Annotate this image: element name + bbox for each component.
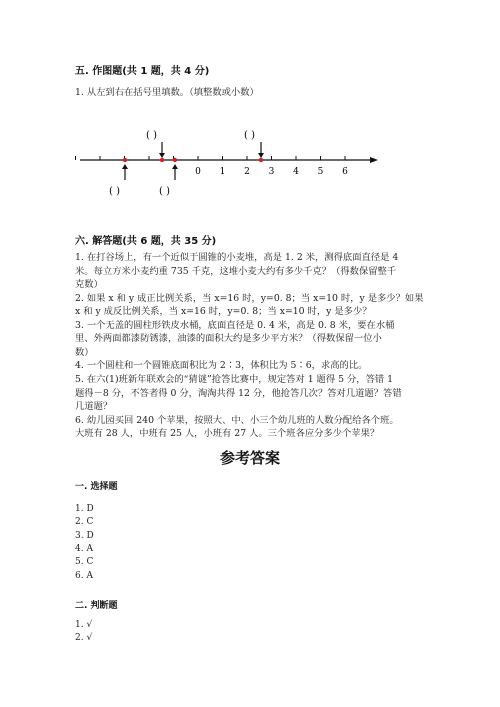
section-heading-solving: 六. 解答题(共 6 题，共 35 分) bbox=[75, 236, 217, 247]
answer-item: 1. D bbox=[75, 504, 94, 514]
problem-text-line: 4. 一个圆柱和一个圆锥底面积比为 2∶3，体积比为 5∶6，求高的比。 bbox=[75, 360, 368, 372]
tick-label: 4 bbox=[293, 167, 299, 177]
bottom-paren-right: ( ) bbox=[159, 186, 170, 197]
section-heading-drawing: 五. 作图题(共 1 题，共 4 分) bbox=[75, 66, 210, 77]
problem-text-line: 里、外两面都漆防锈漆，油漆的面积大约是多少平方米？（得数保留一位小 bbox=[75, 333, 382, 345]
question-text: 1. 从左到右在括号里填数。（填整数或小数） bbox=[75, 87, 259, 98]
red-point-3 bbox=[173, 158, 177, 162]
answer-title: 参考答案 bbox=[219, 449, 280, 467]
number-line-arrowhead bbox=[370, 157, 378, 163]
problem-text-line: 米。每立方米小麦约重 735 千克，这堆小麦大约有多少千克？（得数保留整千 bbox=[75, 265, 397, 277]
tick-label: 3 bbox=[268, 167, 275, 177]
answer-item: 3. D bbox=[75, 530, 94, 541]
problem-text-line: 5. 在六(1)班新年联欢会的“猜谜”抢答比赛中，规定答对 1 题得 5 分，答错 1 bbox=[75, 373, 394, 385]
tick-label: 0 bbox=[195, 167, 201, 177]
problem-text-line: 1. 在打谷场上，有一个近似于圆锥的小麦堆，高是 1. 2 米，测得底面直径是 4 bbox=[75, 252, 399, 263]
bottom-paren-left: ( ) bbox=[109, 186, 120, 197]
tick-label: 6 bbox=[342, 167, 348, 177]
problem-text-line: 大班有 28 人，中班有 25 人，小班有 27 人。三个班各应分多少个苹果？ bbox=[75, 428, 380, 440]
answer-section-choice: 一. 选择题 bbox=[75, 482, 118, 492]
answer-item: 2. C bbox=[75, 517, 94, 528]
top-paren-left: ( ) bbox=[146, 130, 157, 141]
answer-section-judge: 二. 判断题 bbox=[75, 601, 118, 611]
problem-text-line: 数） bbox=[75, 346, 94, 358]
problem-text-line: x 和 y 成反比例关系，当 x=16 时，y=0. 8；当 x=10 时，y 是多少？ bbox=[75, 306, 372, 318]
answer-item: 5. C bbox=[75, 557, 94, 568]
problem-text-line: 克数） bbox=[75, 279, 103, 291]
number-line-figure bbox=[0, 126, 500, 206]
problem-text-line: 2. 如果 x 和 y 成正比例关系，当 x=16 时，y=0. 8；当 x=10 时，y 是多少？如果 bbox=[75, 292, 424, 304]
answer-item: 1. √ bbox=[75, 620, 93, 630]
red-point-1 bbox=[123, 158, 127, 162]
tick-label: 2 bbox=[244, 167, 250, 177]
down-arrow-left-head bbox=[159, 153, 165, 158]
answer-item: 6. A bbox=[75, 570, 93, 581]
top-paren-right: ( ) bbox=[244, 130, 255, 141]
red-point-2 bbox=[160, 158, 164, 162]
tick-label: 5 bbox=[317, 167, 324, 177]
problem-text-line: 几道题？ bbox=[75, 401, 113, 413]
up-arrow-left-head bbox=[122, 164, 128, 169]
down-arrow-right-head bbox=[258, 153, 264, 158]
problem-text-line: 题得－8 分，不答者得 0 分，淘淘共得 12 分，他抢答几次？答对几道题？答错 bbox=[75, 387, 402, 399]
answer-item: 2. √ bbox=[75, 633, 93, 644]
red-point-4 bbox=[259, 158, 263, 162]
answer-item: 4. A bbox=[75, 543, 93, 554]
problem-text-line: 3. 一个无盖的圆柱形铁皮水桶，底面直径是 0. 4 米，高是 0. 8 米，要在水桶 bbox=[75, 319, 395, 331]
tick-label: 1 bbox=[219, 167, 226, 177]
up-arrow-right-head bbox=[172, 164, 178, 169]
problem-text-line: 6. 幼儿园买回 240 个苹果，按照大、中、小三个幼儿班的人数分配给各个班。 bbox=[75, 414, 399, 426]
